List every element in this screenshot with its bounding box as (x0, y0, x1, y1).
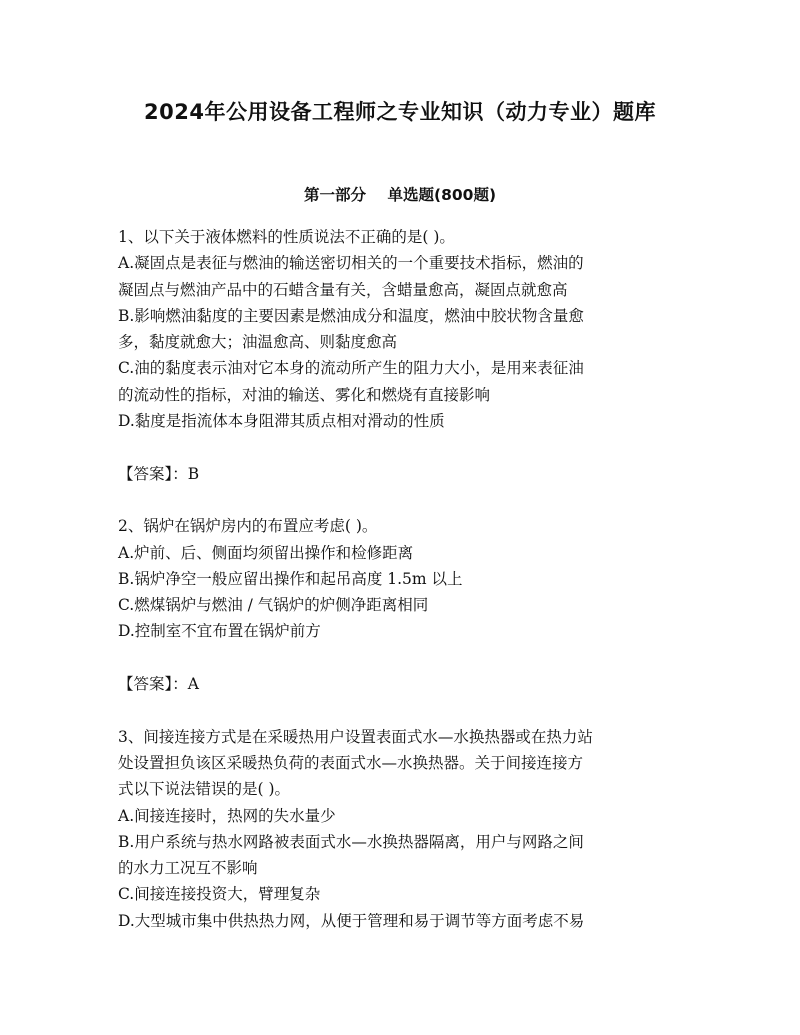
document-title: 2024年公用设备工程师之专业知识（动力专业）题库 (144, 100, 656, 124)
question-1-option-a (118, 250, 688, 303)
option-line: D.黏度是指流体本身阻滞其质点相对滑动的性质 (118, 412, 445, 431)
option-line: 的流动性的指标，对油的输送、雾化和燃烧有直接影响 (118, 385, 491, 404)
option-line: 多，黏度就愈大；油温愈高、则黏度愈高 (118, 333, 398, 352)
question-3-option-d: D.大型城市集中供热热力网，从便于管理和易于调节等方面考虑不易 (118, 911, 585, 930)
option-line: 凝固点与燃油产品中的石蜡含量有关，含蜡量愈高，凝固点就愈高 (118, 280, 568, 299)
question-3-stem (118, 724, 688, 803)
question-2 (118, 513, 688, 723)
option-line: C.油的黏度表示油对它本身的流动所产生的阻力大小，是用来表征油 (118, 359, 584, 378)
option-line: A.凝固点是表征与燃油的输送密切相关的一个重要技术指标，燃油的 (118, 254, 584, 273)
question-1-option-b (118, 303, 688, 356)
stem-line: 式以下说法错误的是( )。 (118, 780, 291, 799)
question-1-stem: 1、以下关于液体燃料的性质说法不正确的是( )。 (118, 228, 455, 246)
answer-value: ：B (172, 464, 200, 483)
stem-line: 3、间接连接方式是在采暖热用户设置表面式水—水换热器或在热力站 (118, 727, 593, 746)
question-2-stem: 2、锅炉在锅炉房内的布置应考虑( )。 (118, 517, 378, 536)
section-title: 第一部分 单选题(800题) (303, 186, 497, 204)
option-line: B.影响燃油黏度的主要因素是燃油成分和温度，燃油中胶状物含量愈 (118, 306, 584, 325)
question-3 (118, 724, 688, 934)
question-2-option-a: A.炉前、后、侧面均须留出操作和检修距离 (118, 543, 414, 562)
question-1-option-c (118, 355, 688, 408)
question-2-option-b: B.锅炉净空一般应留出操作和起吊高度 1.5m 以上 (118, 569, 463, 588)
question-1-answer (118, 461, 688, 487)
option-line: B.用户系统与热水网路被表面式水—水换热器隔离，用户与网路之间 (118, 832, 584, 851)
question-3-option-b (118, 829, 688, 882)
question-2-answer (118, 671, 688, 697)
question-2-option-c: C.燃煤锅炉与燃油 / 气锅炉的炉侧净距离相同 (118, 596, 429, 615)
question-3-option-a: A.间接连接时，热网的失水量少 (118, 806, 336, 825)
question-1 (118, 224, 688, 513)
answer-label: 【答案】 (118, 464, 173, 483)
question-list (118, 224, 688, 934)
option-line: 的水力工况互不影响 (118, 859, 258, 878)
stem-line: 处设置担负该区采暖热负荷的表面式水—水换热器。关于间接连接方 (118, 753, 584, 772)
answer-value: ：A (172, 675, 199, 694)
question-3-option-c: C.间接连接投资大，臂理复杂 (118, 885, 321, 904)
question-2-option-d: D.控制室不宜布置在锅炉前方 (118, 622, 321, 641)
question-1-option-d (118, 408, 688, 434)
answer-label: 【答案】 (118, 675, 173, 694)
